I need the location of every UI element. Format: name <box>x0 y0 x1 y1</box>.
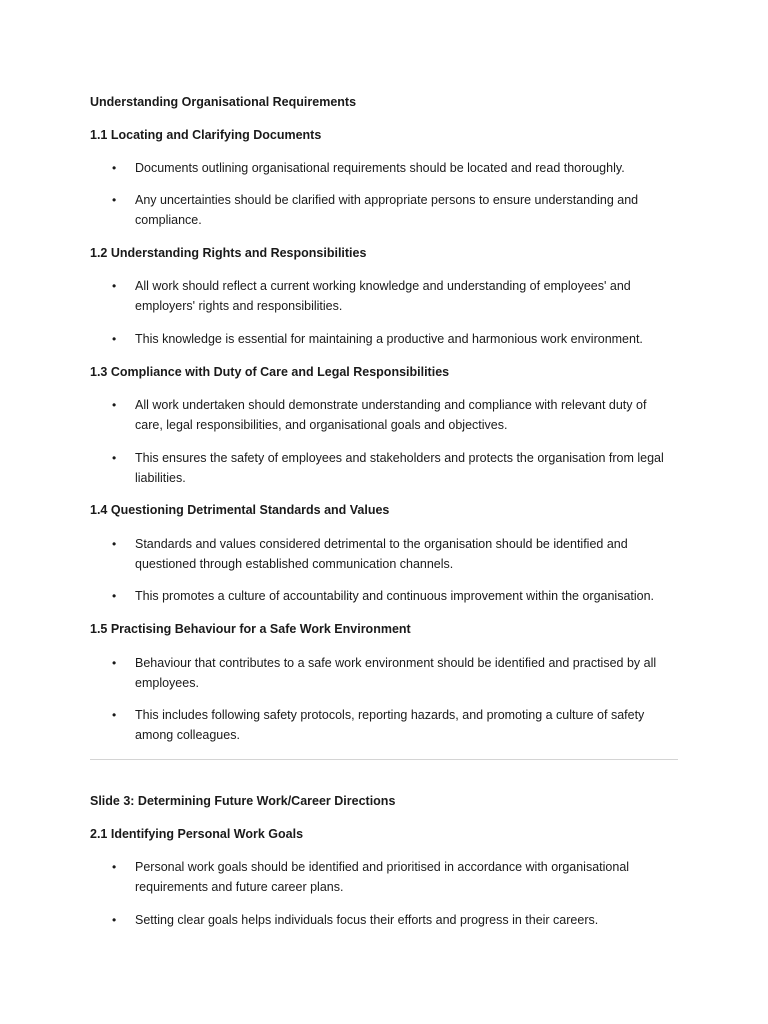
list-item <box>112 910 672 930</box>
list-item <box>112 448 672 488</box>
list-item-text: This promotes a culture of accountability and continuous improvement within the organisation. <box>135 589 655 603</box>
bullet-icon: • <box>112 279 117 293</box>
horizontal-divider <box>90 759 678 760</box>
list-item-text: Documents outlining organisational requirements should be located and read thoroughly. <box>135 161 625 175</box>
list-item <box>112 276 672 316</box>
document-title: Understanding Organisational Requirements <box>90 95 357 109</box>
bullet-icon: • <box>112 332 117 346</box>
bullet-icon: • <box>112 589 117 603</box>
list-item-text: Setting clear goals helps individuals focus their efforts and progress in their careers. <box>135 913 599 927</box>
list-item-text: This knowledge is essential for maintaining a productive and harmonious work environment. <box>135 332 643 346</box>
slide-title: Slide 3: Determining Future Work/Career Directions <box>90 794 396 808</box>
bullet-icon: • <box>112 656 117 670</box>
list-item <box>112 395 672 435</box>
bullet-icon: • <box>112 860 117 874</box>
section-heading: 1.4 Questioning Detrimental Standards and Values <box>90 503 390 517</box>
list-item <box>112 329 672 349</box>
bullet-icon: • <box>112 193 117 207</box>
bullet-icon: • <box>112 537 117 551</box>
section-heading: 1.5 Practising Behaviour for a Safe Work Environment <box>90 622 411 636</box>
list-item-text: All work should reflect a current working knowledge and understanding of employees' and employers' rights and responsibilities. <box>135 279 631 313</box>
bullet-icon: • <box>112 913 117 927</box>
list-item <box>112 653 672 693</box>
bullet-icon: • <box>112 161 117 175</box>
section-heading: 1.2 Understanding Rights and Responsibilities <box>90 246 367 260</box>
list-item-text: Standards and values considered detrimental to the organisation should be identified and questioned through established communication channels. <box>135 537 628 571</box>
list-item-text: This ensures the safety of employees and stakeholders and protects the organisation from legal liabilities. <box>135 451 664 485</box>
list-item <box>112 190 672 230</box>
list-item-text: This includes following safety protocols, reporting hazards, and promoting a culture of safety among colleagues. <box>135 708 645 742</box>
list-item <box>112 158 672 178</box>
bullet-icon: • <box>112 398 117 412</box>
bullet-icon: • <box>112 708 117 722</box>
list-item-text: All work undertaken should demonstrate understanding and compliance with relevant duty of care, legal responsibilities, and organisational goals and objectives. <box>135 398 647 432</box>
list-item-text: Personal work goals should be identified and prioritised in accordance with organisational requirements and future career plans. <box>135 860 630 894</box>
list-item <box>112 705 672 745</box>
list-item <box>112 534 672 574</box>
list-item <box>112 586 672 606</box>
bullet-icon: • <box>112 451 117 465</box>
section-heading: 1.3 Compliance with Duty of Care and Legal Responsibilities <box>90 365 450 379</box>
list-item-text: Behaviour that contributes to a safe work environment should be identified and practised by all employees. <box>135 656 657 690</box>
section-heading: 2.1 Identifying Personal Work Goals <box>90 827 304 841</box>
list-item <box>112 857 672 897</box>
list-item-text: Any uncertainties should be clarified with appropriate persons to ensure understanding and compliance. <box>135 193 639 227</box>
section-heading: 1.1 Locating and Clarifying Documents <box>90 128 322 142</box>
